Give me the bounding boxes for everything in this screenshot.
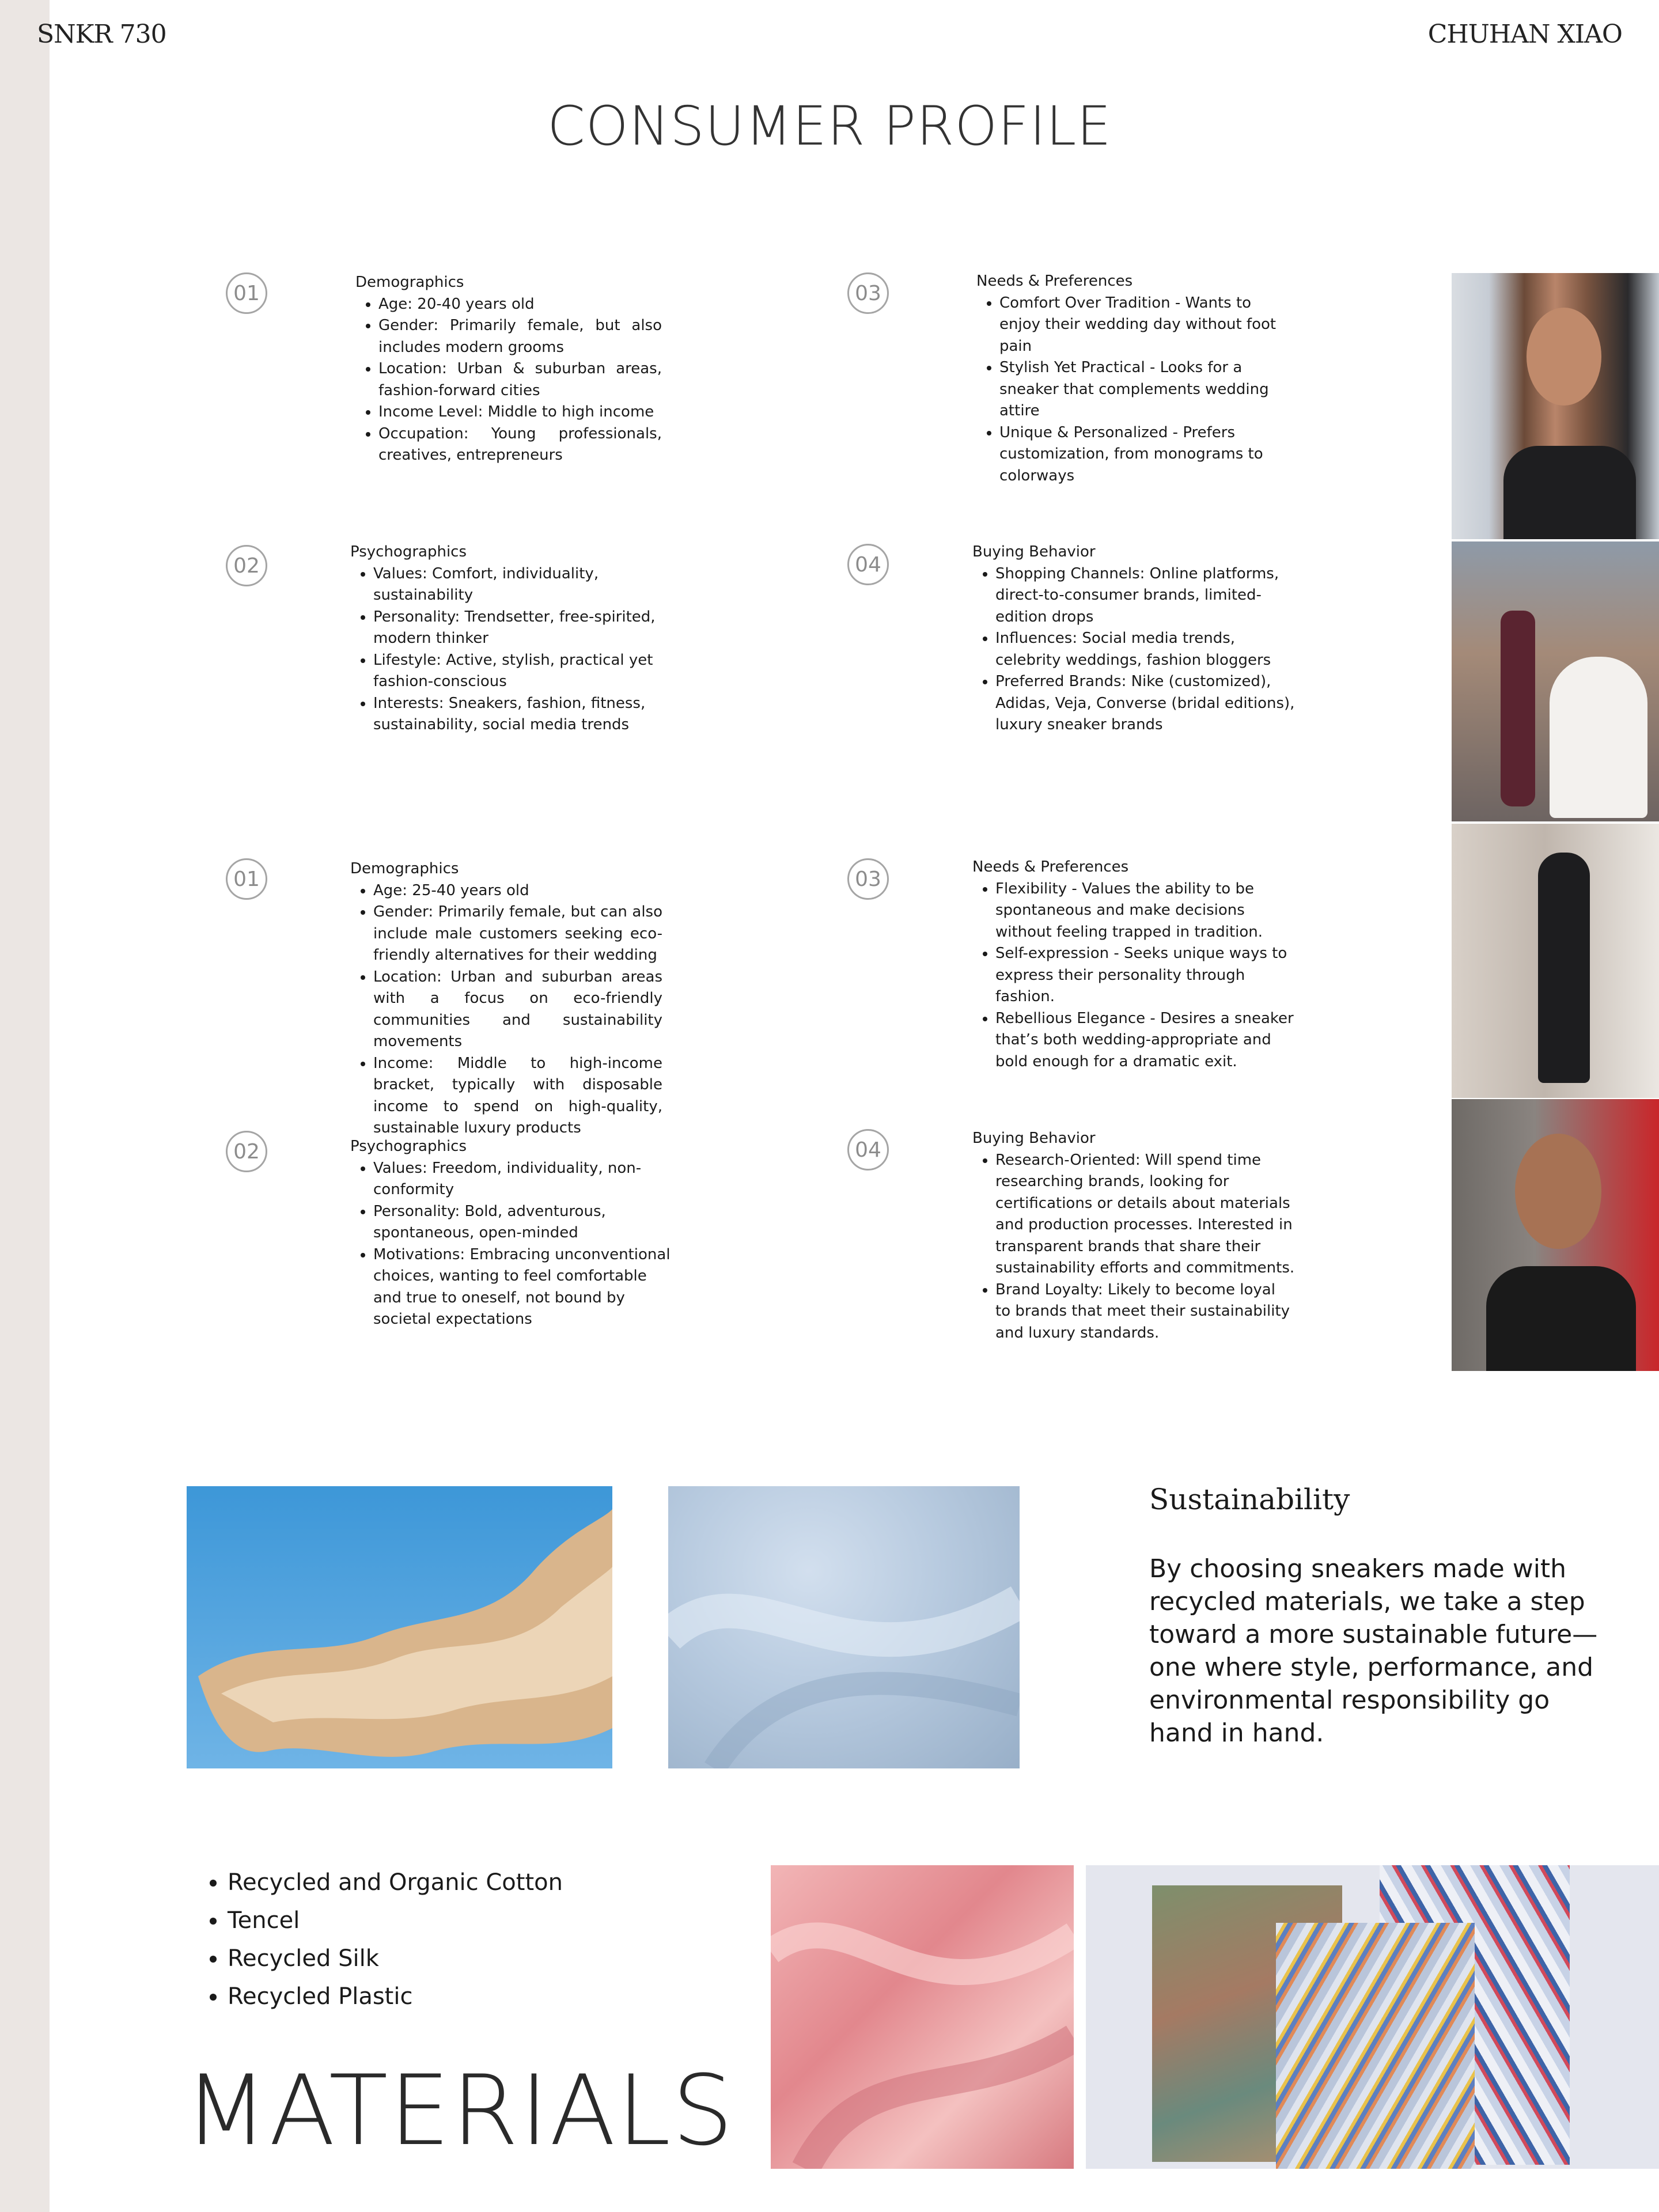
list-item: • Flexibility - Values the ability to be spontaneous and make decisions without feeling trapped in tradition. — [995, 878, 1295, 944]
list-item: • Age: 25-40 years old — [373, 880, 662, 902]
list-item: • Gender: Primarily female, but also includes modern grooms — [378, 315, 662, 358]
section-number: 04 — [847, 1129, 889, 1171]
list-item: • Income Level: Middle to high income — [378, 402, 662, 423]
profile-b-needs — [972, 857, 1295, 1073]
list-item: • Age: 20-40 years old — [378, 294, 662, 316]
course-code: SNKR 730 — [37, 20, 166, 49]
list-item: • Personality: Trendsetter, free-spirited, modern thinker — [373, 607, 673, 650]
profile-b-psychographics — [350, 1136, 673, 1331]
list-item: • Shopping Channels: Online platforms, direct-to-consumer brands, limited-edition drops — [995, 563, 1295, 628]
section-heading: Buying Behavior — [972, 1130, 1096, 1147]
profile-b-buying — [972, 1128, 1295, 1344]
section-heading: Demographics — [350, 860, 459, 877]
section-number: 03 — [847, 272, 889, 314]
list-item: • Values: Freedom, individuality, non-conformity — [373, 1158, 673, 1201]
pink-silk-image — [771, 1865, 1074, 2169]
list-item: • Lifestyle: Active, stylish, practical yet fashion-conscious — [373, 650, 673, 693]
section-number: 02 — [226, 1131, 267, 1172]
page-title: CONSUMER PROFILE — [547, 95, 1112, 158]
list-item: • Stylish Yet Practical - Looks for a sneaker that complements wedding attire — [999, 357, 1287, 422]
profile-a-buying — [972, 541, 1295, 736]
list-item: • Gender: Primarily female, but can also include male customers seeking eco-friendly alternatives for their wedding — [373, 902, 662, 967]
sustainability-heading: Sustainability — [1149, 1483, 1350, 1516]
author-name: CHUHAN XIAO — [1427, 20, 1622, 49]
portrait-photo-2 — [1452, 1099, 1659, 1371]
profile-a-psychographics — [350, 541, 673, 736]
list-item: • Recycled Silk — [228, 1940, 563, 1978]
list-item: • Location: Urban & suburban areas, fashion-forward cities — [378, 358, 662, 402]
section-number: 04 — [847, 544, 889, 585]
list-item: • Comfort Over Tradition - Wants to enjoy their wedding day without foot pain — [999, 293, 1287, 358]
list-item: • Influences: Social media trends, celebrity weddings, fashion bloggers — [995, 628, 1295, 671]
section-heading: Psychographics — [350, 543, 467, 560]
list-item: • Rebellious Elegance - Desires a sneaker that’s both wedding-appropriate and bold enough for a dramatic exit. — [995, 1008, 1295, 1073]
section-heading: Buying Behavior — [972, 543, 1096, 560]
list-item: • Unique & Personalized - Prefers customization, from monograms to colorways — [999, 422, 1287, 487]
list-item: • Tencel — [228, 1902, 563, 1940]
portrait-photo-1 — [1452, 273, 1659, 539]
list-item: • Location: Urban and suburban areas with a focus on eco-friendly communities and sustainability movements — [373, 967, 662, 1053]
list-item: • Preferred Brands: Nike (customized), Adidas, Veja, Converse (bridal editions), luxury sneaker brands — [995, 671, 1295, 736]
section-number: 03 — [847, 858, 889, 900]
list-item: • Personality: Bold, adventurous, spontaneous, open-minded — [373, 1201, 673, 1244]
blue-silk-image — [668, 1486, 1020, 1768]
flowing-fabric-sky-image — [187, 1486, 612, 1768]
profile-a-needs — [976, 271, 1287, 487]
section-number: 01 — [226, 272, 267, 314]
standing-person-photo — [1452, 824, 1659, 1098]
section-heading: Needs & Preferences — [972, 858, 1129, 876]
silk-folds — [771, 1865, 1074, 2169]
sustainability-body: By choosing sneakers made with recycled materials, we take a step toward a more sustainable future—one where style, performance, and environmental responsibility go hand in hand. — [1149, 1554, 1598, 1748]
list-item: • Self-expression - Seeks unique ways to express their personality through fashion. — [995, 943, 1295, 1008]
profile-b-demographics — [350, 858, 662, 1139]
section-heading: Needs & Preferences — [976, 272, 1133, 290]
materials-title: MATERIALS — [184, 2054, 735, 2167]
list-item: • Occupation: Young professionals, creatives, entrepreneurs — [378, 423, 662, 467]
materials-list — [204, 1863, 563, 2016]
section-heading: Psychographics — [350, 1138, 467, 1155]
section-number: 02 — [226, 545, 267, 586]
list-item: • Values: Comfort, individuality, sustainability — [373, 563, 673, 607]
left-sidebar-strip — [0, 0, 50, 2212]
list-item: • Income: Middle to high-income bracket, typically with disposable income to spend on high-quality, sustainable luxury products — [373, 1053, 662, 1139]
list-item: • Brand Loyalty: Likely to become loyal to brands that meet their sustainability and luxury standards. — [995, 1279, 1295, 1344]
section-number: 01 — [226, 858, 267, 900]
list-item: • Motivations: Embracing unconventional choices, wanting to feel comfortable and true to oneself, not bound by societal expectations — [373, 1244, 673, 1331]
list-item: • Research-Oriented: Will spend time researching brands, looking for certifications or details about materials and production processes. Interested in transparent brands that share their sustainability efforts and commitments. — [995, 1150, 1295, 1279]
profile-a-demographics — [355, 272, 662, 467]
fabric-shape — [187, 1486, 612, 1768]
recycled-plastic-image — [1086, 1865, 1659, 2169]
list-item: • Recycled and Organic Cotton — [228, 1863, 563, 1902]
list-item: • Recycled Plastic — [228, 1978, 563, 2016]
section-heading: Demographics — [355, 274, 464, 291]
silk-folds — [668, 1486, 1020, 1768]
plastic-sheet — [1276, 1923, 1475, 2169]
list-item: • Interests: Sneakers, fashion, fitness, sustainability, social media trends — [373, 693, 673, 736]
couple-photo — [1452, 541, 1659, 821]
